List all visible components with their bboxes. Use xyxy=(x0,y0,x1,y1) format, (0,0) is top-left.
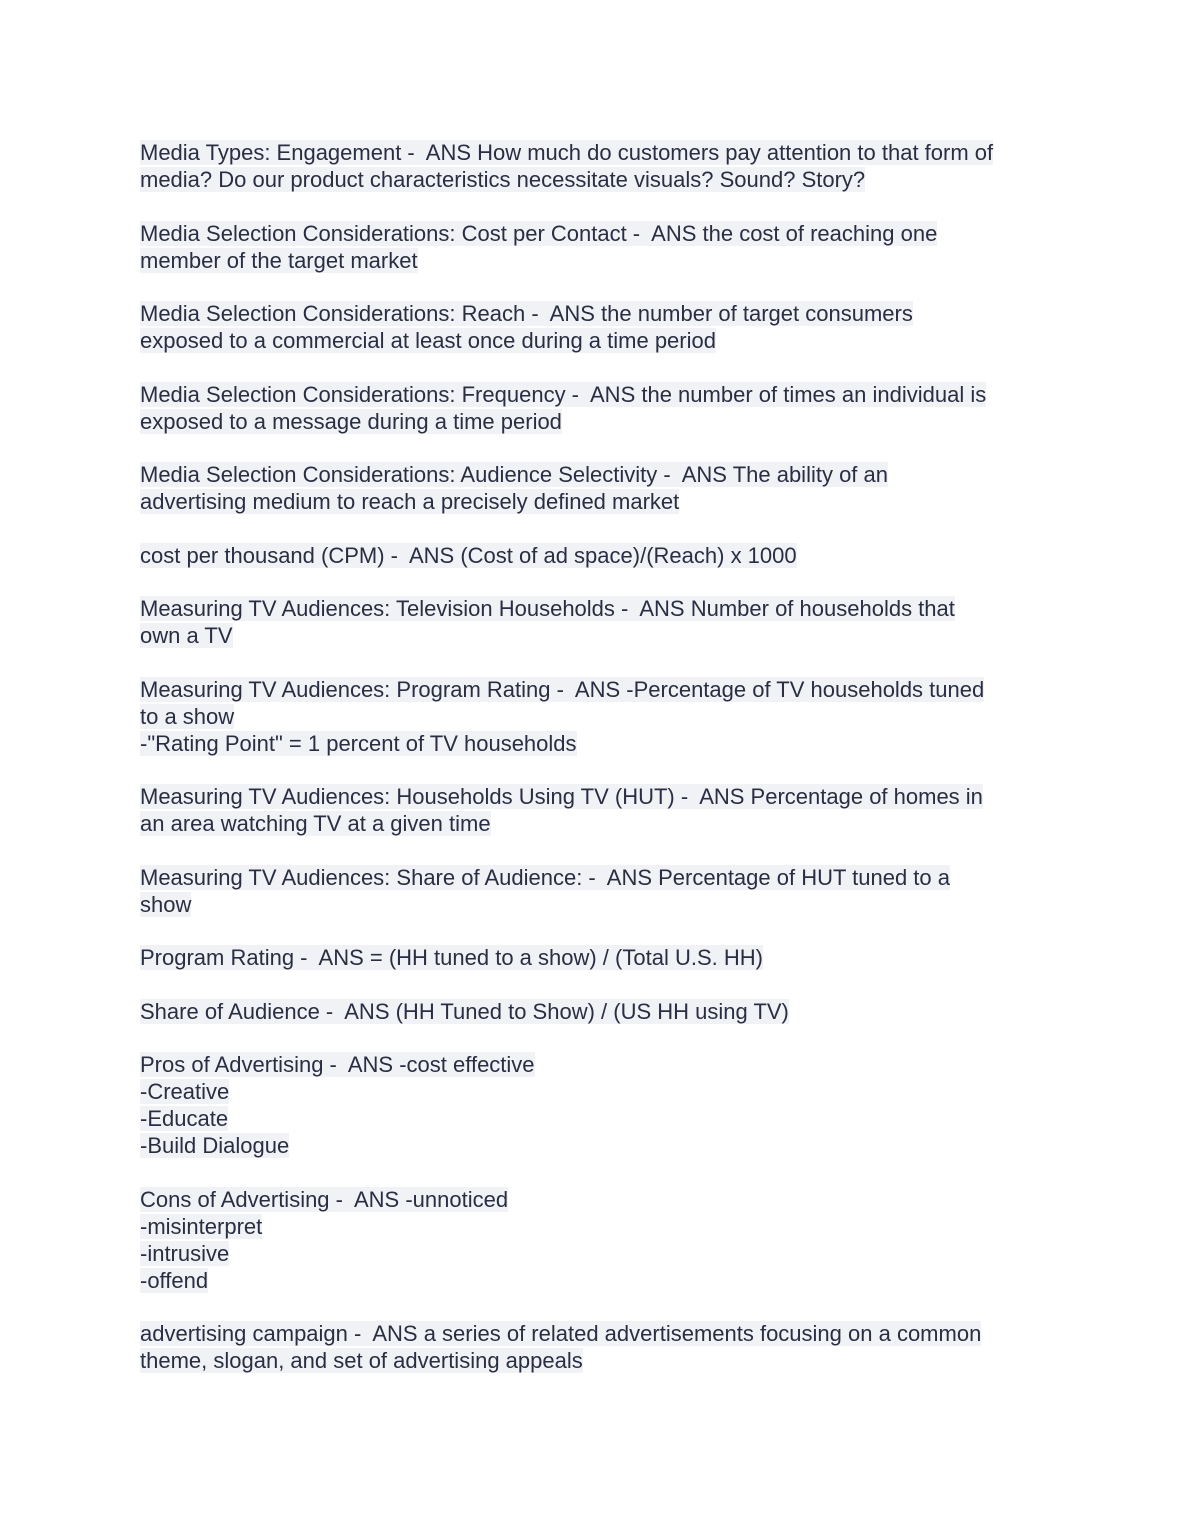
entry-line: Cons of Advertising - ANS -unnoticed xyxy=(140,1186,509,1212)
entry-line: own a TV xyxy=(140,623,233,648)
entry-line: Media Selection Considerations: Audience Selectivity - ANS The ability of an xyxy=(140,462,888,487)
flashcard-entry xyxy=(140,783,1060,837)
entry-line: -Creative xyxy=(140,1079,230,1104)
entry-line: cost per thousand (CPM) - ANS (Cost of ad space)/(Reach) x 1000 xyxy=(140,542,797,568)
entry-line: -misinterpret xyxy=(140,1213,263,1239)
flashcard-entry xyxy=(140,676,1060,757)
flashcard-entry xyxy=(140,542,1060,569)
entry-line: Media Types: Engagement - ANS How much do customers pay attention to that form of xyxy=(140,140,994,165)
document-page xyxy=(140,139,1060,1401)
entry-line: -"Rating Point" = 1 percent of TV households xyxy=(140,730,577,756)
entry-line: exposed to a commercial at least once during a time period xyxy=(140,328,716,353)
entry-line: theme, slogan, and set of advertising appeals xyxy=(140,1348,583,1373)
flashcard-entry xyxy=(140,381,1060,435)
flashcard-entry xyxy=(140,1186,1060,1294)
flashcard-entry xyxy=(140,998,1060,1025)
entry-line: -offend xyxy=(140,1267,209,1293)
entry-line: Measuring TV Audiences: Program Rating - ANS -Percentage of TV households tuned xyxy=(140,676,985,702)
flashcard-entry xyxy=(140,300,1060,354)
entry-line: Media Selection Considerations: Frequency - ANS the number of times an individual is xyxy=(140,381,987,407)
entry-line: advertising campaign - ANS a series of related advertisements focusing on a common xyxy=(140,1321,982,1346)
entry-line: -Educate xyxy=(140,1106,229,1131)
entry-line: media? Do our product characteristics necessitate visuals? Sound? Story? xyxy=(140,167,866,192)
flashcard-entry xyxy=(140,461,1060,515)
flashcard-entry xyxy=(140,1051,1060,1159)
flashcard-entry xyxy=(140,944,1060,971)
entry-line: -Build Dialogue xyxy=(140,1133,290,1158)
entry-line: exposed to a message during a time period xyxy=(140,408,562,434)
entry-line: to a show xyxy=(140,703,235,729)
entry-line: advertising medium to reach a precisely defined market xyxy=(140,489,680,514)
entry-line: Measuring TV Audiences: Share of Audience: - ANS Percentage of HUT tuned to a xyxy=(140,864,951,890)
flashcard-entry xyxy=(140,139,1060,193)
entry-line: Measuring TV Audiences: Households Using TV (HUT) - ANS Percentage of homes in xyxy=(140,784,983,809)
entry-line: Pros of Advertising - ANS -cost effective xyxy=(140,1052,535,1077)
entry-line: Media Selection Considerations: Reach - ANS the number of target consumers xyxy=(140,301,913,326)
entry-line: an area watching TV at a given time xyxy=(140,811,491,836)
entry-line: Program Rating - ANS = (HH tuned to a show) / (Total U.S. HH) xyxy=(140,945,763,970)
entry-line: Media Selection Considerations: Cost per Contact - ANS the cost of reaching one xyxy=(140,220,938,246)
flashcard-entry xyxy=(140,1320,1060,1374)
entry-line: Share of Audience - ANS (HH Tuned to Show) / (US HH using TV) xyxy=(140,998,789,1024)
entry-line: -intrusive xyxy=(140,1240,230,1266)
entry-line: show xyxy=(140,891,192,917)
flashcard-entry xyxy=(140,220,1060,274)
entry-line: member of the target market xyxy=(140,247,418,273)
flashcard-entry xyxy=(140,864,1060,918)
entry-line: Measuring TV Audiences: Television Households - ANS Number of households that xyxy=(140,596,955,621)
flashcard-entry xyxy=(140,595,1060,649)
